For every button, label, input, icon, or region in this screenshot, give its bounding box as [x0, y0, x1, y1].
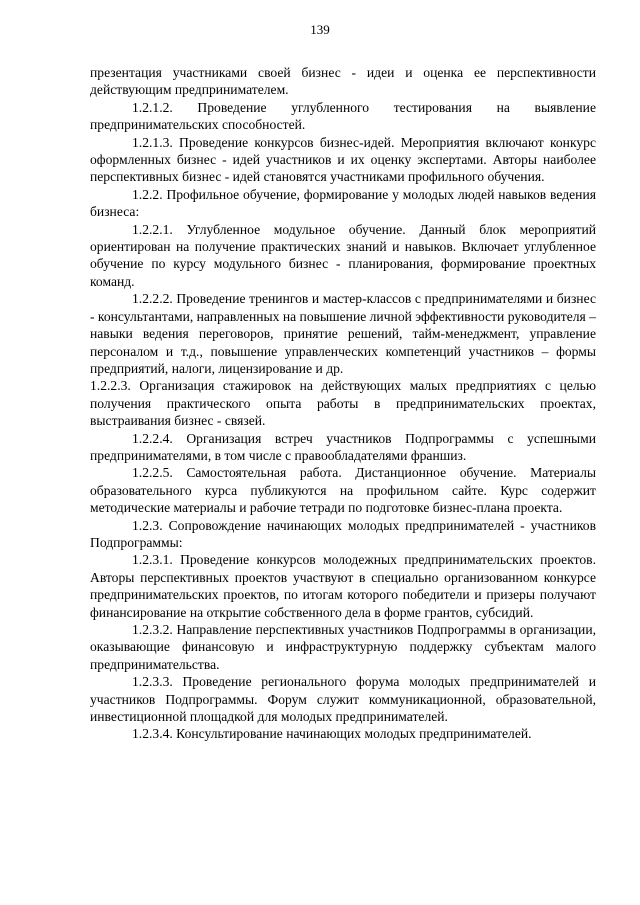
paragraph: 1.2.2.3. Организация стажировок на действующих малых предприятиях с целью получения практического опыта работы в предпринимательских проектах, выстраивания бизнес - связей.: [90, 378, 596, 429]
paragraph: 1.2.3.4. Консультирование начинающих молодых предпринимателей.: [132, 726, 532, 742]
paragraph: 1.2.3.2. Направление перспективных участников Подпрограммы в организации, оказывающие финансовую и инфраструктурную поддержку субъектам малого предпринимательства.: [90, 622, 596, 672]
paragraph: 1.2.1.2. Проведение углубленного тестирования на выявление предпринимательских способностей.: [90, 99, 596, 133]
paragraph: 1.2.2.4. Организация встреч участников Подпрограммы с успешными предпринимателями, в том числе с правообладателями франшиз.: [90, 430, 596, 463]
paragraph: 1.2.2.2. Проведение тренингов и мастер-классов с предпринимателями и бизнес - консультантами, направленных на повышение личной эффективности руководителя – навыки ведения переговоров, принятие решений, тайм-менеджмент, управление персоналом и т.д., повышение управленческих компетенций участников – формы предприятий, налоги, лицензирование и др.: [90, 291, 596, 376]
paragraph: 1.2.3. Сопровождение начинающих молодых предпринимателей - участников Подпрограммы:: [90, 517, 596, 550]
paragraph: 1.2.3.1. Проведение конкурсов молодежных предпринимательских проектов. Авторы перспективных проектов участвуют в специально организованном конкурсе предпринимательских проектов, по итогам которого победители и призеры получают финансирование на открытие собственного дела в форме грантов, субсидий.: [90, 552, 596, 620]
page-number: 139: [310, 22, 330, 37]
paragraph: 1.2.2.1. Углубленное модульное обучение. Данный блок мероприятий ориентирован на получение практических знаний и навыков. Включает углубленное обучение по курсу модульного бизнес - планирования, формирование проектных команд.: [90, 221, 596, 289]
paragraph: 1.2.1.3. Проведение конкурсов бизнес-идей. Мероприятия включают конкурс оформленных бизнес - идей участников и их оценку экспертами. Авторы наиболее перспективных бизнес - идей становятся участниками профильного обучения.: [90, 134, 596, 185]
paragraph: 1.2.2.5. Самостоятельная работа. Дистанционное обучение. Материалы образовательного курса публикуются на профильном сайте. Курс содержит методические материалы и рабочие тетради по подготовке бизнес-плана проекта.: [90, 465, 596, 516]
paragraph: презентация участниками своей бизнес - идеи и оценка ее перспективности действующим предпринимателем.: [90, 65, 596, 98]
document-body: [90, 64, 596, 743]
paragraph: 1.2.2. Профильное обучение, формирование у молодых людей навыков ведения бизнеса:: [90, 186, 596, 220]
paragraph: 1.2.3.3. Проведение регионального форума молодых предпринимателей и участников Подпрограммы. Форум служит коммуникационной, образовательной, инвестиционной площадкой для молодых предпринимателей.: [90, 674, 596, 725]
